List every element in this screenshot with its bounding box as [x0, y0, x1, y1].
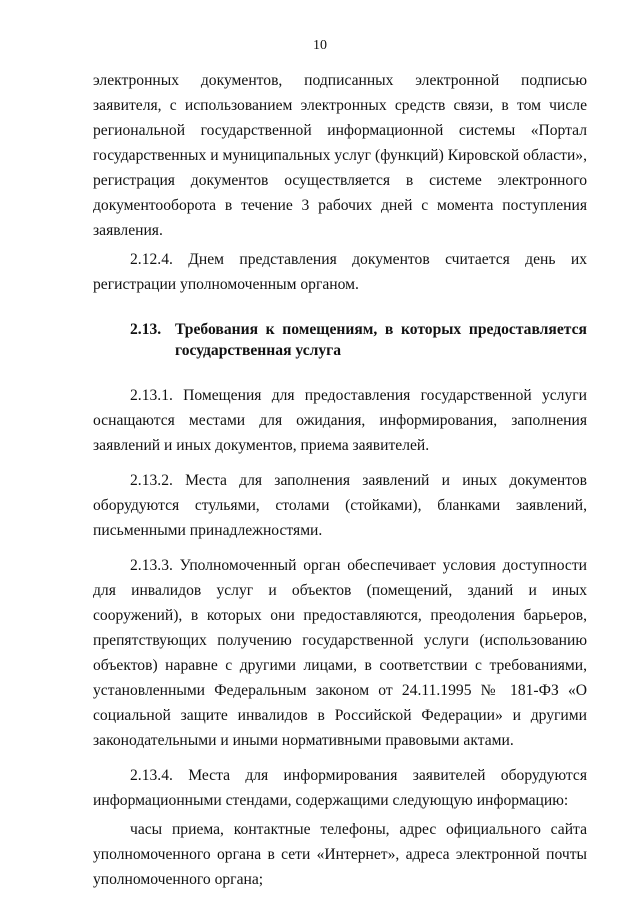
section-title: Требования к помещениям, в которых предоставляется государственная услуга — [175, 321, 587, 359]
paragraph: часы приема, контактные телефоны, адрес официального сайта уполномоченного органа в сети «Интернет», адреса электронной почты уполномоченного органа; — [93, 821, 587, 888]
paragraph: 2.13.2. Места для заполнения заявлений и иных документов оборудуются стульями, столами (стойками), бланками заявлений, письменными принадлежностями. — [93, 472, 587, 539]
paragraph: электронных документов, подписанных электронной подписью заявителя, с использованием электронных средств связи, в том числе региональной государственной информационной системы «Портал государственных и муниципальных услуг (функций) Кировской области», регистрация документов осуществляется в системе электронного документооборота в течение 3 рабочих дней с момента поступления заявления. — [93, 72, 587, 239]
section-number: 2.13. — [130, 321, 162, 338]
paragraph: 2.13.3. Уполномоченный орган обеспечивает условия доступности для инвалидов услуг и объектов (помещений, зданий и иных сооружений), в которых они предоставляются, преодоления барьеров, препятствующих получению государственной услуги (использованию объектов) наравне с другими лицами, в соответствии с требованиями, установленными Федеральным законом от 24.11.1995 № 181-ФЗ «О социальной защите инвалидов в Российской Федерации» и другими законодательными и иными нормативными правовыми актами. — [93, 557, 587, 749]
page-number: 10 — [313, 38, 327, 53]
paragraph: 2.13.4. Места для информирования заявителей оборудуются информационными стендами, содержащими следующую информацию: — [93, 767, 587, 809]
document-body — [93, 68, 587, 892]
paragraph: 2.12.4. Днем представления документов считается день их регистрации уполномоченным органом. — [93, 251, 587, 293]
section-heading — [130, 319, 587, 361]
paragraph: 2.13.1. Помещения для предоставления государственной услуги оснащаются местами для ожидания, информирования, заполнения заявлений и иных документов, приема заявителей. — [93, 387, 587, 454]
